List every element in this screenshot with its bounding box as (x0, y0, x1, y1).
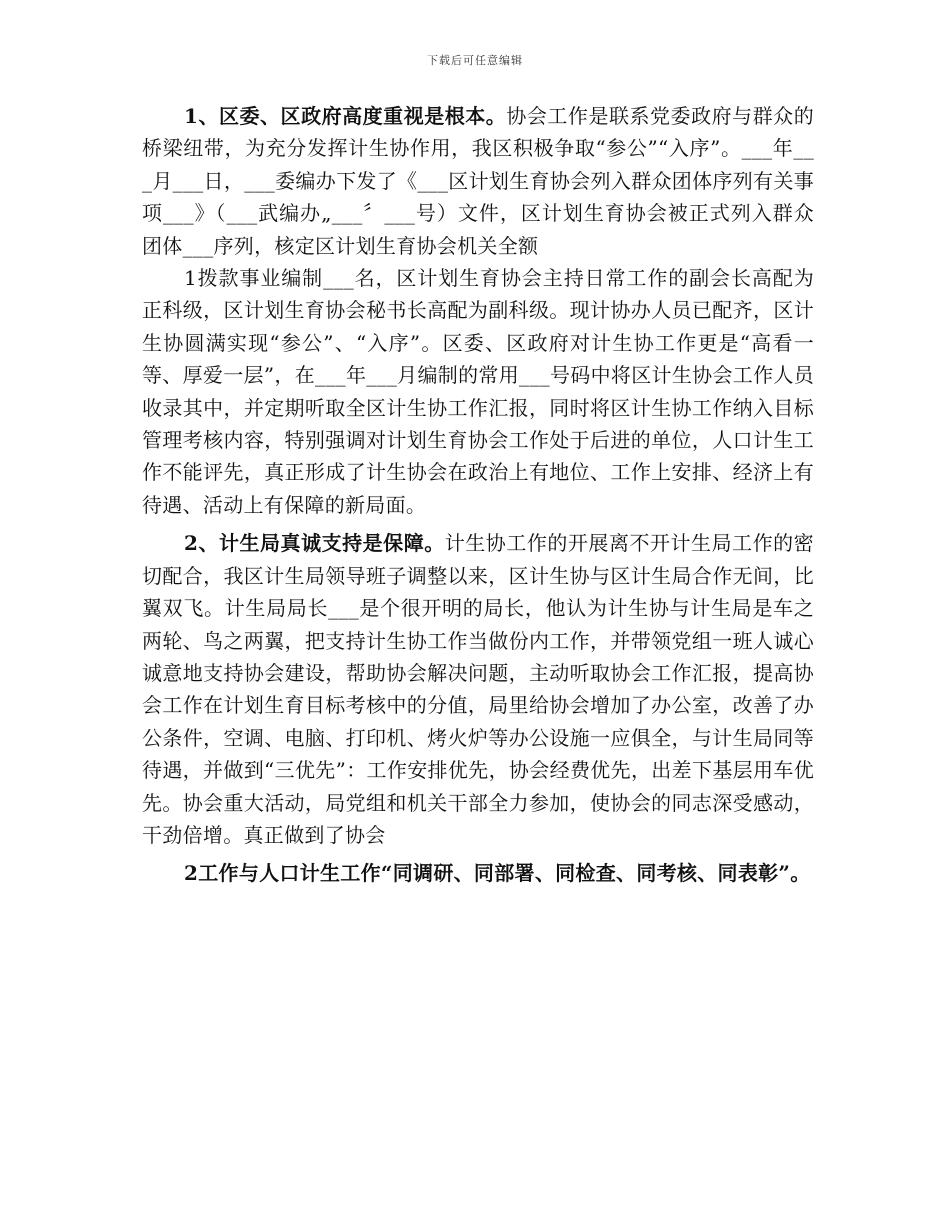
document-body (142, 100, 814, 890)
paragraph-1 (142, 100, 814, 262)
paragraph-1-text: 协会工作是联系党委政府与群众的桥梁纽带，为充分发挥计生协作用，我区积极争取“参公”“入序”。___年___月___日，___委编办下发了《___区计划生育协会列入群众团体序列有关事项___》（___武编办„___〞___号）文件，区计划生育协会被正式列入群众团体___序列，核定区计划生育协会机关全额 (142, 104, 815, 258)
paragraph-1-lead: 1、区委、区政府高度重视是根本。 (184, 104, 507, 128)
paragraph-4 (142, 857, 814, 889)
page-header-note: 下载后可任意编辑 (427, 54, 523, 67)
paragraph-3 (142, 527, 814, 851)
paragraph-4-text: 2工作与人口计生工作“同调研、同部署、同检查、同考核、同表彰”。 (184, 861, 811, 886)
paragraph-3-lead: 2、计生局真诚支持是保障。 (184, 531, 445, 556)
paragraph-2 (142, 262, 814, 521)
paragraph-2-text: 1拨款事业编制___名，区计划生育协会主持日常工作的副会长高配为正科级，区计划生育协会秘书长高配为副科级。现计协办人员已配齐，区计生协圆满实现“参公”、“入序”。区委、区政府对计生协工作更是“高看一等、厚爱一层”，在___年___月编制的常用___号码中将区计生协会工作人员收录其中，并定期听取全区计生协工作汇报，同时将区计生协工作纳入目标管理考核内容，特别强调对计划生育协会工作处于后进的单位，人口计生工作不能评先，真正形成了计生协会在政治上有地位、工作上安排、经济上有待遇、活动上有保障的新局面。 (142, 266, 814, 517)
paragraph-3-text: 计生协工作的开展离不开计生局工作的密切配合，我区计生局领导班子调整以来，区计生协与区计生局合作无间，比翼双飞。计生局局长___是个很开明的局长，他认为计生协与计生局是车之两轮、鸟之两翼，把支持计生协工作当做份内工作，并带领党组一班人诚心诚意地支持协会建设，帮助协会解决问题，主动听取协会工作汇报，提高协会工作在计划生育目标考核中的分值，局里给协会增加了办公室，改善了办公条件，空调、电脑、打印机、烤火炉等办公设施一应俱全，与计生局同等待遇，并做到“三优先”：工作安排优先，协会经费优先，出差下基层用车优先。协会重大活动，局党组和机关干部全力参加，使协会的同志深受感动，干劲倍增。真正做到了协会 (142, 531, 814, 847)
